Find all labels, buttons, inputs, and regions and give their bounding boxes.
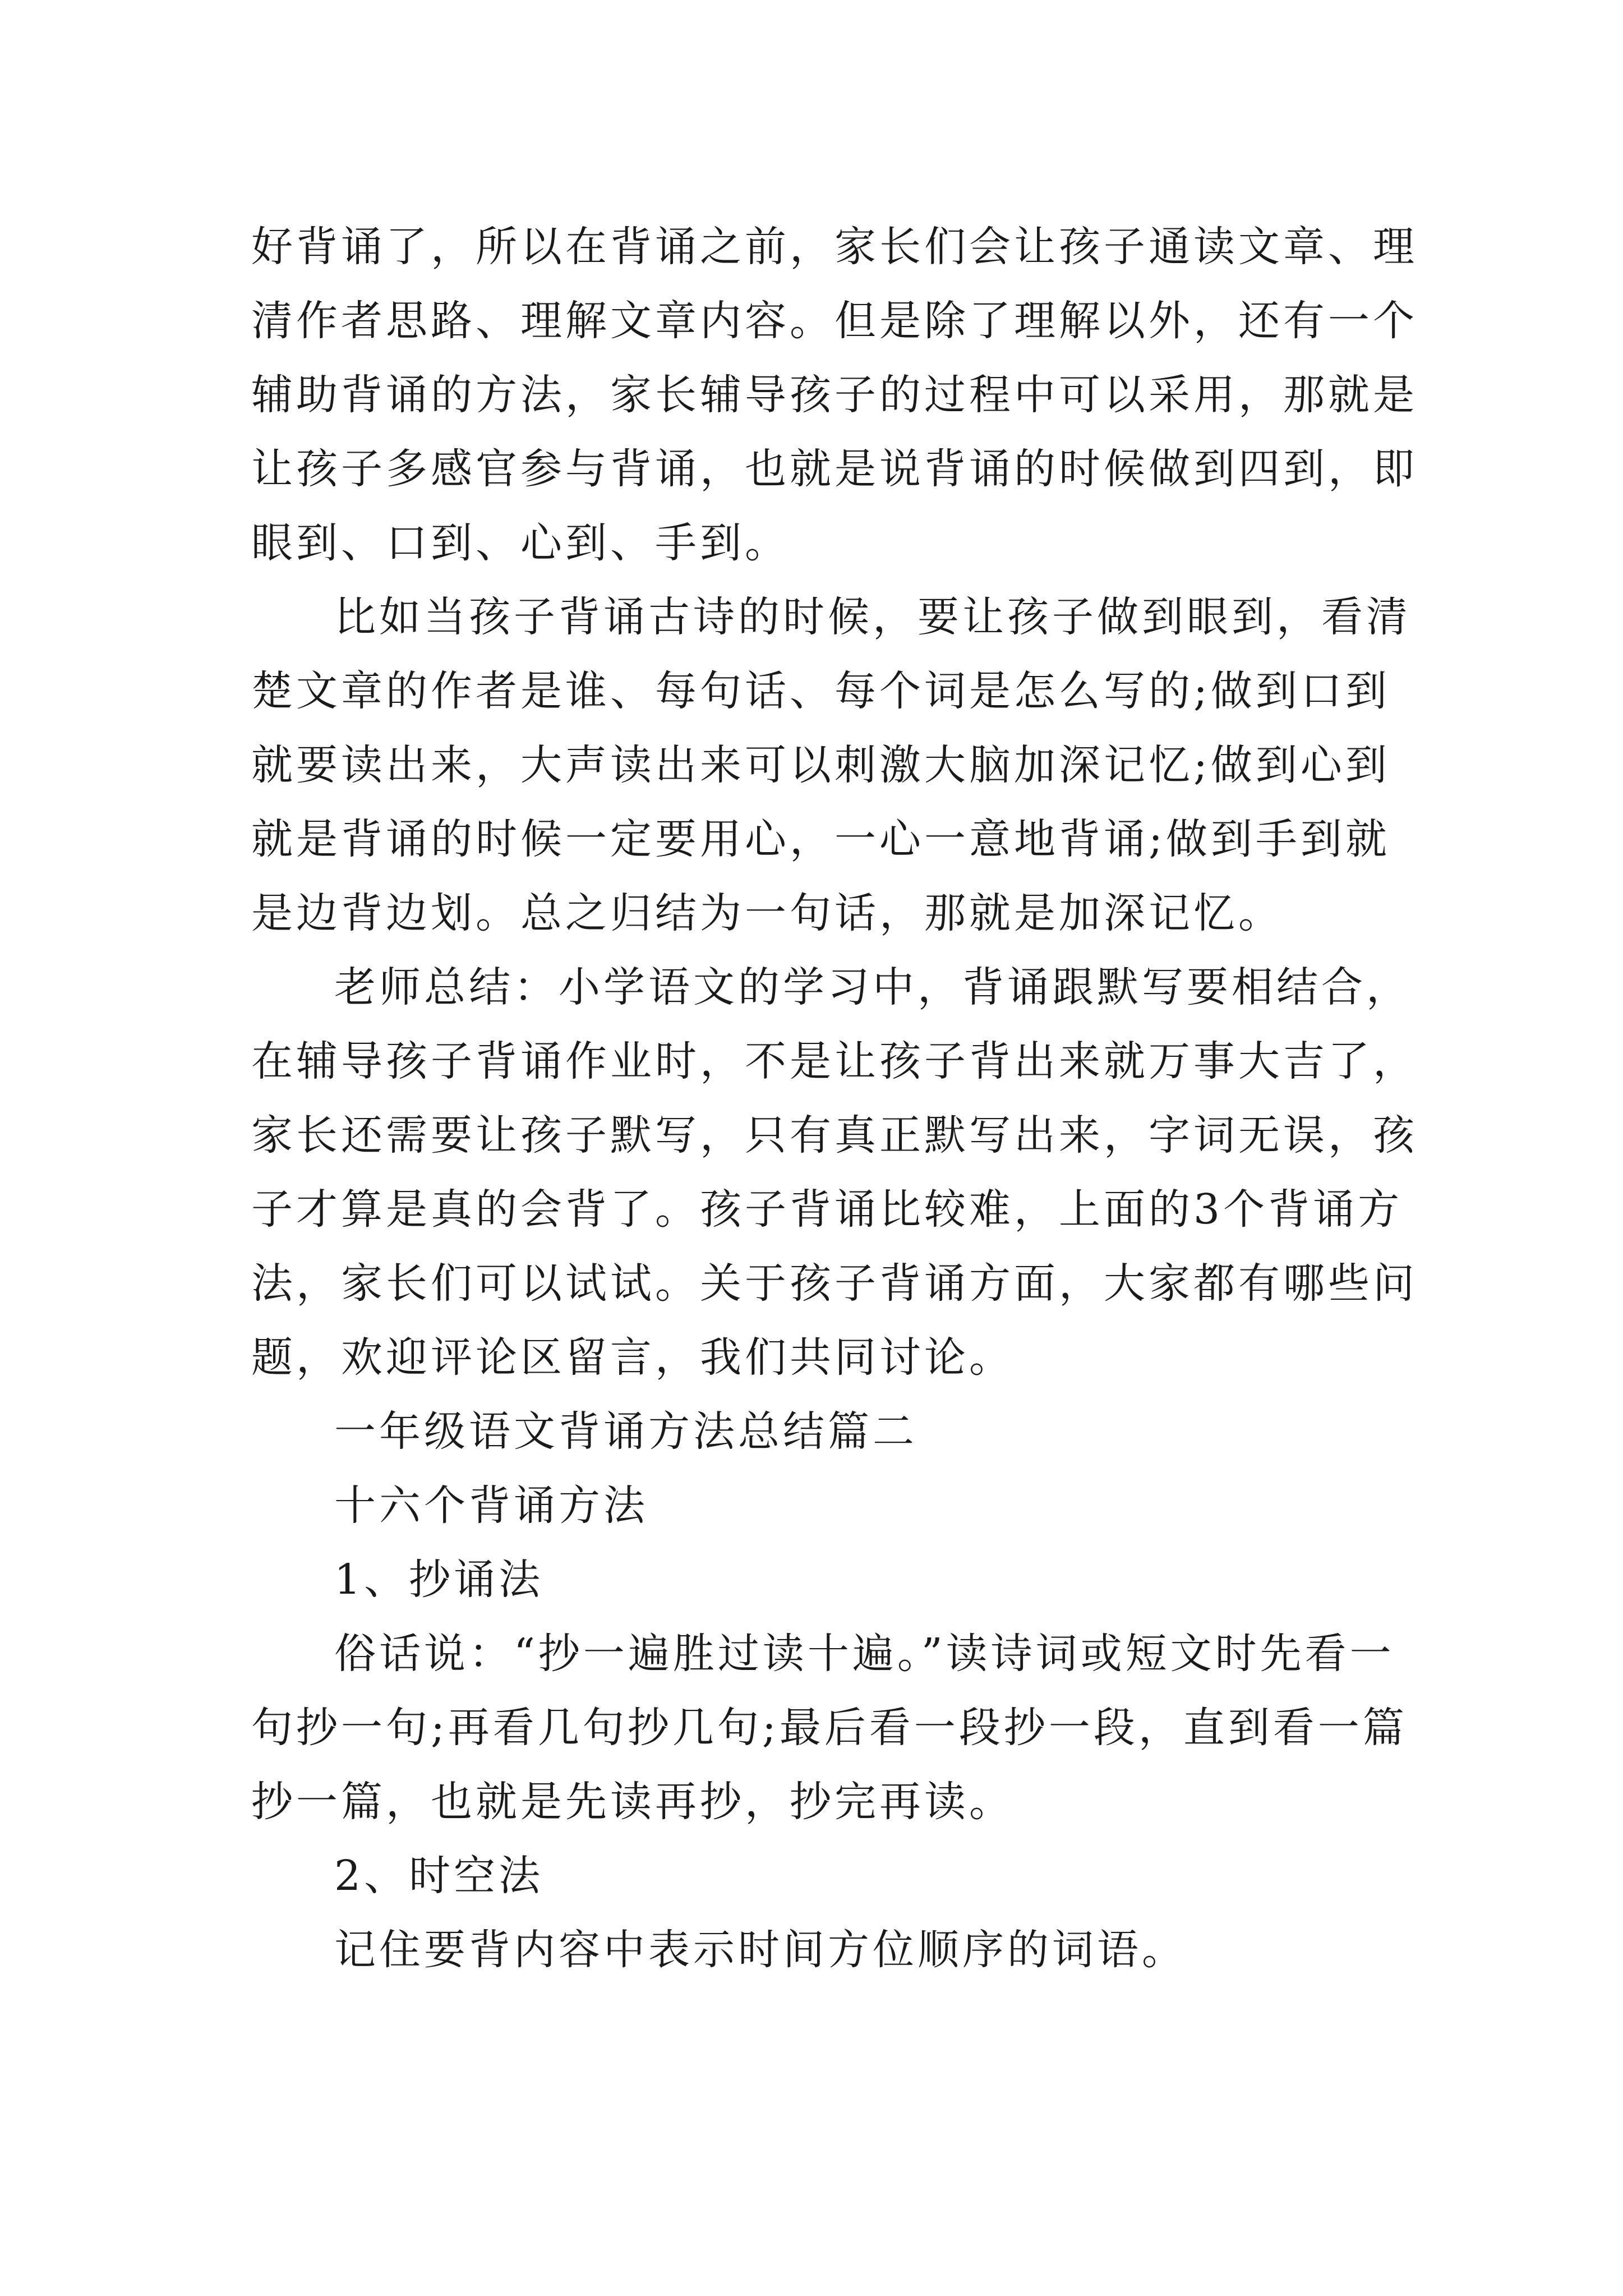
paragraph-line: 句抄一句;再看几句抄几句;最后看一段抄一段，直到看一篇 xyxy=(251,1704,1408,1752)
paragraph-line: 就要读出来，大声读出来可以刺激大脑加深记忆;做到心到 xyxy=(251,741,1390,789)
heading-line: 十六个背诵方法 xyxy=(334,1481,648,1530)
paragraph-line: 就是背诵的时候一定要用心，一心一意地背诵;做到手到就 xyxy=(251,815,1390,863)
paragraph-line: 清作者思路、理解文章内容。但是除了理解以外，还有一个 xyxy=(251,297,1418,345)
paragraph-line: 抄一篇，也就是先读再抄，抄完再读。 xyxy=(251,1778,1014,1826)
paragraph-line: 俗话说：“抄一遍胜过读十遍。”读诗词或短文时先看一 xyxy=(334,1630,1395,1678)
paragraph-line: 法，家长们可以试试。关于孩子背诵方面，大家都有哪些问 xyxy=(251,1259,1418,1308)
heading-line: 一年级语文背诵方法总结篇二 xyxy=(334,1407,917,1456)
paragraph-line: 题，欢迎评论区留言，我们共同讨论。 xyxy=(251,1333,1014,1382)
paragraph-line: 比如当孩子背诵古诗的时候，要让孩子做到眼到，看清 xyxy=(334,593,1411,641)
paragraph-line: 好背诵了，所以在背诵之前，家长们会让孩子通读文章、理 xyxy=(251,223,1418,271)
heading-line: 2、时空法 xyxy=(334,1852,544,1900)
paragraph-line: 让孩子多感官参与背诵，也就是说背诵的时候做到四到，即 xyxy=(251,445,1418,493)
paragraph-line: 老师总结：小学语文的学习中，背诵跟默写要相结合， xyxy=(334,963,1411,1011)
paragraph-line: 楚文章的作者是谁、每句话、每个词是怎么写的;做到口到 xyxy=(251,667,1390,715)
paragraph-line: 家长还需要让孩子默写，只有真正默写出来，字词无误，孩 xyxy=(251,1111,1418,1159)
paragraph-line: 是边背边划。总之归结为一句话，那就是加深记忆。 xyxy=(251,889,1283,937)
paragraph-line: 在辅导孩子背诵作业时，不是让孩子背出来就万事大吉了， xyxy=(251,1037,1418,1085)
paragraph-line: 眼到、口到、心到、手到。 xyxy=(251,519,790,567)
heading-line: 1、抄诵法 xyxy=(334,1556,544,1604)
paragraph-line: 辅助背诵的方法，家长辅导孩子的过程中可以采用，那就是 xyxy=(251,371,1418,419)
paragraph-line: 子才算是真的会背了。孩子背诵比较难，上面的3个背诵方 xyxy=(251,1185,1403,1234)
paragraph-line: 记住要背内容中表示时间方位顺序的词语。 xyxy=(334,1926,1187,1974)
